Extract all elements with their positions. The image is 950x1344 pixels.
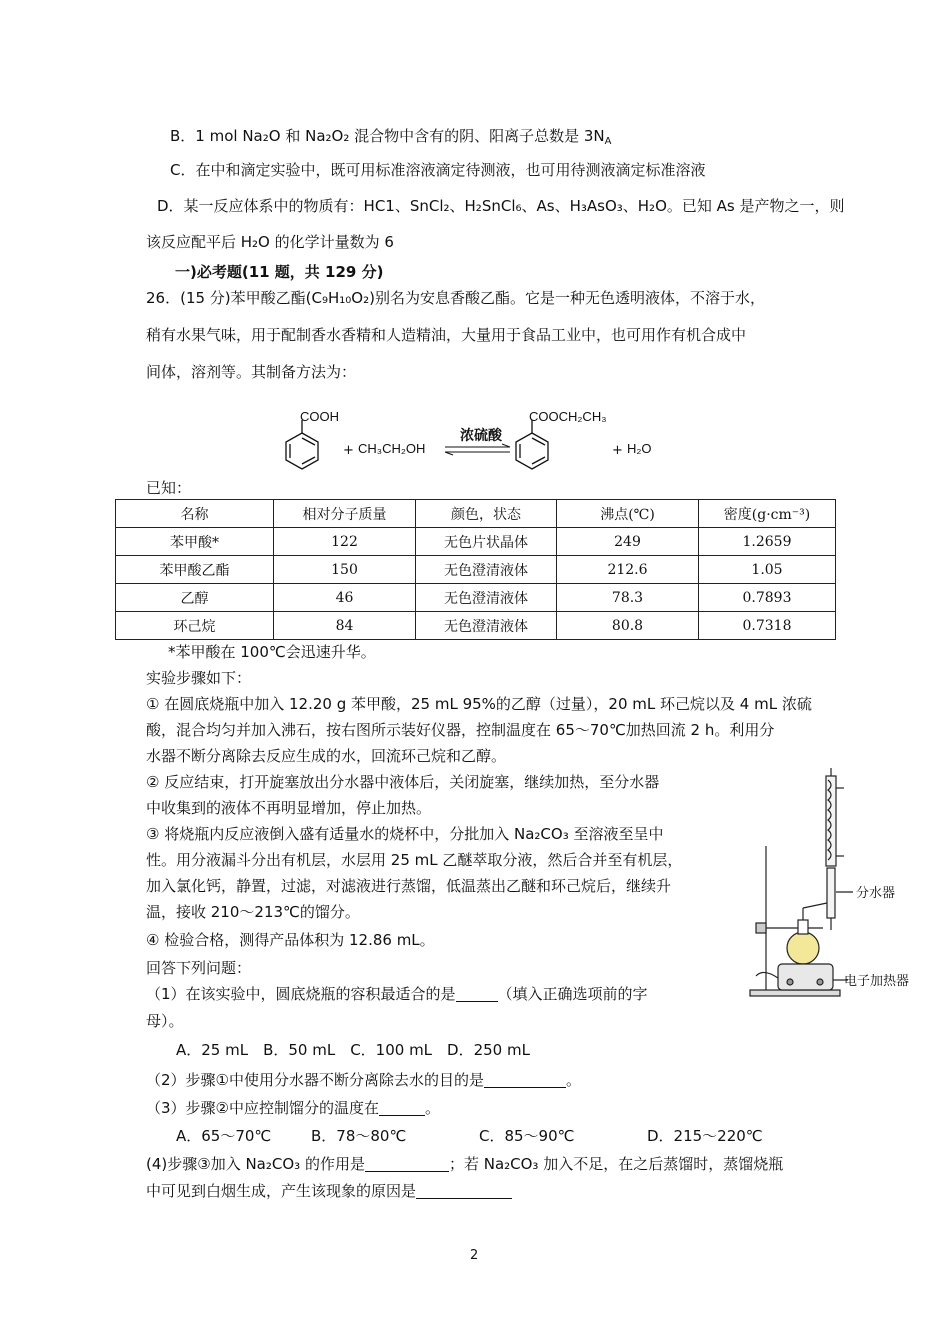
reaction-scheme xyxy=(270,405,690,480)
table-cell: 78.3 xyxy=(557,584,699,612)
answer-blank-2[interactable] xyxy=(484,1071,566,1088)
question-3 xyxy=(146,1098,440,1118)
question-4-text: (4)步骤③加入 Na₂CO₃ 的作用是 xyxy=(146,1155,365,1173)
step-2-line2: 中收集到的液体不再明显增加，停止加热。 xyxy=(146,799,432,817)
table-cell: 无色澄清液体 xyxy=(416,612,557,640)
question-3-option-d: D．215～220℃ xyxy=(647,1127,763,1145)
question-4-line1 xyxy=(146,1154,783,1174)
section-title: 一)必考题(11 题，共 129 分) xyxy=(175,263,384,281)
question-3-option-a: A．65～70℃ xyxy=(176,1127,272,1145)
equilibrium-arrows xyxy=(445,444,510,455)
table-cell: 122 xyxy=(274,528,416,556)
steps-title: 实验步骤如下： xyxy=(146,669,252,687)
step-3-line3: 加入氯化钙，静置，过滤，对滤液进行蒸馏，低温蒸出乙醚和环己烷后，继续升 xyxy=(146,877,672,895)
ethanol-formula: CH₃CH₂OH xyxy=(358,441,426,456)
condenser xyxy=(826,776,836,866)
table-footnote: *苯甲酸在 100℃会迅速升华。 xyxy=(168,643,376,661)
table-cell: 无色澄清液体 xyxy=(416,584,557,612)
q26-intro-2: 稍有水果气味，用于配制香水香精和人造精油，大量用于食品工业中，也可用作有机合成中 xyxy=(146,326,747,344)
label-heater: 电子加热器 xyxy=(844,974,910,989)
apparatus-drawing xyxy=(728,768,928,1003)
question-3-option-c: C．85～90℃ xyxy=(479,1127,575,1145)
question-2-text: （2）步骤①中使用分水器不断分离除去水的目的是 xyxy=(146,1071,484,1089)
question-2-end: 。 xyxy=(566,1071,582,1089)
property-table xyxy=(115,499,836,640)
known-label: 已知： xyxy=(146,479,192,497)
answer-blank-1[interactable] xyxy=(456,985,498,1002)
table-header: 密度(g·cm⁻³) xyxy=(699,500,836,528)
question-3-option-b: B．78～80℃ xyxy=(311,1127,407,1145)
step-4: ④ 检验合格，测得产品体积为 12.86 mL。 xyxy=(146,931,435,949)
step-1-line2: 酸，混合均匀并加入沸石，按右图所示装好仪器，控制温度在 65～70℃加热回流 2 h。利用分 xyxy=(146,721,775,739)
product-group: COOCH₂CH₃ xyxy=(529,409,607,424)
table-header-row xyxy=(116,500,836,528)
benzene-ring-reactant xyxy=(286,420,318,469)
catalyst-label: 浓硫酸 xyxy=(460,428,502,444)
electronic-heater xyxy=(778,964,833,990)
question-1-text: （1）在该实验中，圆底烧瓶的容积最适合的是 xyxy=(146,985,456,1003)
table-cell: 0.7893 xyxy=(699,584,836,612)
apparatus-figure xyxy=(728,768,928,1003)
option-c: C．在中和滴定实验中，既可用标准溶液滴定待测液，也可用待测液滴定标准溶液 xyxy=(170,161,706,179)
table-cell: 150 xyxy=(274,556,416,584)
table-header: 沸点(℃) xyxy=(557,500,699,528)
q26-intro-3: 间体，溶剂等。其制备方法为： xyxy=(146,363,357,381)
table-cell: 环己烷 xyxy=(116,612,274,640)
table-row xyxy=(116,556,836,584)
answer-blank-3[interactable] xyxy=(379,1099,425,1116)
table-header: 名称 xyxy=(116,500,274,528)
table-cell: 乙醇 xyxy=(116,584,274,612)
table-cell: 1.05 xyxy=(699,556,836,584)
table-cell: 84 xyxy=(274,612,416,640)
question-4-line2 xyxy=(146,1181,512,1201)
question-1-end: （填入正确选项前的字 xyxy=(497,985,648,1003)
step-3-line1: ③ 将烧瓶内反应液倒入盛有适量水的烧杯中，分批加入 Na₂CO₃ 至溶液至呈中 xyxy=(146,825,664,843)
question-1-options: A．25 mL B．50 mL C．100 mL D．250 mL xyxy=(176,1041,530,1059)
table-cell: 无色澄清液体 xyxy=(416,556,557,584)
answer-blank-4[interactable] xyxy=(365,1155,449,1172)
question-4-mid: ；若 Na₂CO₃ 加入不足，在之后蒸馏时，蒸馏烧瓶 xyxy=(448,1155,784,1173)
question-4-text2: 中可见到白烟生成，产生该现象的原因是 xyxy=(146,1182,417,1200)
water-formula: H₂O xyxy=(627,441,652,456)
question-1-line1 xyxy=(146,984,648,1004)
answer-title: 回答下列问题： xyxy=(146,959,252,977)
table-cell: 80.8 xyxy=(557,612,699,640)
option-d-line2: 该反应配平后 H₂O 的化学计量数为 6 xyxy=(146,233,394,251)
table-cell: 212.6 xyxy=(557,556,699,584)
table-header: 相对分子质量 xyxy=(274,500,416,528)
reactant-group: COOH xyxy=(300,409,339,424)
round-bottom-flask xyxy=(787,932,819,964)
table-row xyxy=(116,584,836,612)
question-3-end: 。 xyxy=(425,1099,441,1117)
option-b: B．1 mol Na₂O 和 Na₂O₂ 混合物中含有的阴、阳离子总数是 $3N_A$ xyxy=(170,127,612,147)
table-cell: 苯甲酸乙酯 xyxy=(116,556,274,584)
table-header: 颜色，状态 xyxy=(416,500,557,528)
table-cell: 苯甲酸* xyxy=(116,528,274,556)
step-1-line3: 水器不断分离除去反应生成的水，回流环己烷和乙醇。 xyxy=(146,747,507,765)
label-separator: 分水器 xyxy=(856,886,896,901)
plus-2: + xyxy=(612,443,623,458)
stand-base xyxy=(750,990,840,996)
table-cell: 0.7318 xyxy=(699,612,836,640)
question-3-text: （3）步骤②中应控制馏分的温度在 xyxy=(146,1099,379,1117)
option-d-line1: D．某一反应体系中的物质有：HC1、SnCl₂、H₂SnCl₆、As、H₃AsO₃、H₂O。已知 As 是产物之一，则 xyxy=(157,197,845,215)
table-cell: 249 xyxy=(557,528,699,556)
question-1-line2: 母）。 xyxy=(146,1012,184,1030)
page-number: 2 xyxy=(470,1248,479,1263)
step-1-line1: ① 在圆底烧瓶中加入 12.20 g 苯甲酸，25 mL 95%的乙醇（过量），20 mL 环己烷以及 4 mL 浓硫 xyxy=(146,695,812,713)
question-2 xyxy=(146,1070,581,1090)
table-row xyxy=(116,612,836,640)
table-cell: 无色片状晶体 xyxy=(416,528,557,556)
plus-1: + xyxy=(343,443,354,458)
table-cell: 46 xyxy=(274,584,416,612)
q26-intro-1: 26．(15 分)苯甲酸乙酯(C₉H₁₀O₂)别名为安息香酸乙酯。它是一种无色透明液体，不溶于水， xyxy=(146,289,765,307)
table-cell: 1.2659 xyxy=(699,528,836,556)
benzene-ring-product xyxy=(516,420,548,469)
step-2-line1: ② 反应结束，打开旋塞放出分水器中液体后，关闭旋塞，继续加热，至分水器 xyxy=(146,773,660,791)
table-row xyxy=(116,528,836,556)
answer-blank-5[interactable] xyxy=(416,1182,512,1199)
step-3-line4: 温，接收 210～213℃的馏分。 xyxy=(146,903,360,921)
water-separator xyxy=(827,868,835,918)
step-3-line2: 性。用分液漏斗分出有机层，水层用 25 mL 乙醚萃取分液，然后合并至有机层， xyxy=(146,851,683,869)
